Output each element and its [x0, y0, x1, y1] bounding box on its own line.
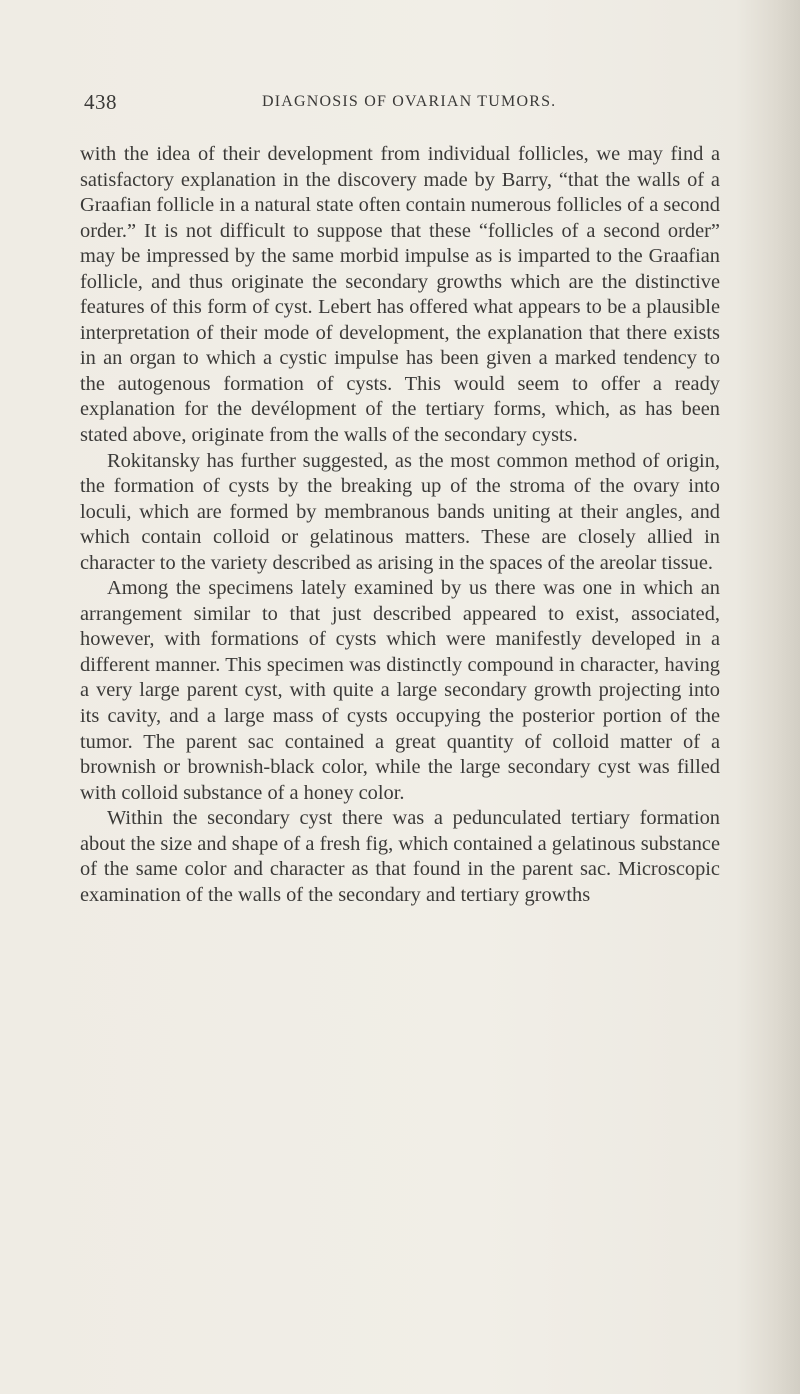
page-header	[0, 90, 800, 120]
body-text	[80, 142, 720, 908]
page-number: 438	[84, 90, 117, 114]
paragraph-1: with the idea of their development from individual follicles, we may find a satisfactory explanation in the discovery made by Barry, “that the walls of a Graafian follicle in a natural state often contain numerous follicles of a second order.” It is not difficult to suppose that these “follicles of a second order” may be impressed by the same morbid impulse as is imparted to the Graafian follicle, and thus originate the secondary growths which are the distinctive features of this form of cyst. Lebert has offered what appears to be a plausible interpretation of their mode of development, the explanation that there exists in an organ to which a cystic impulse has been given a marked tendency to the autogenous formation of cysts. This would seem to offer a ready explanation for the devélopment of the tertiary forms, which, as has been stated above, originate from the walls of the secondary cysts.	[80, 143, 720, 447]
paragraph-2: Rokitansky has further suggested, as the most common method of origin, the formation of cysts by the breaking up of the stroma of the ovary into loculi, which are formed by membranous bands uniting at their angles, and which contain colloid or gelatinous matters. These are closely allied in character to the variety described as arising in the spaces of the areolar tissue.	[80, 449, 720, 574]
paragraph-3: Among the specimens lately examined by us there was one in which an arrangement similar to that just described appeared to exist, associated, however, with formations of cysts which were manifestly developed in a different manner. This specimen was distinctly compound in character, having a very large parent cyst, with quite a large secondary growth projecting into its cavity, and a large mass of cysts occupying the posterior portion of the tumor. The parent sac contained a great quantity of colloid matter of a brownish or brownish-black color, while the large secondary cyst was filled with colloid substance of a honey color.	[80, 577, 720, 804]
paragraph-4: Within the secondary cyst there was a pedunculated tertiary formation about the size and shape of a fresh fig, which contained a gelatinous substance of the same color and character as that found in the parent sac. Microscopic examination of the walls of the secondary and tertiary growths	[80, 807, 720, 906]
running-head: DIAGNOSIS OF OVARIAN TUMORS.	[262, 93, 557, 110]
